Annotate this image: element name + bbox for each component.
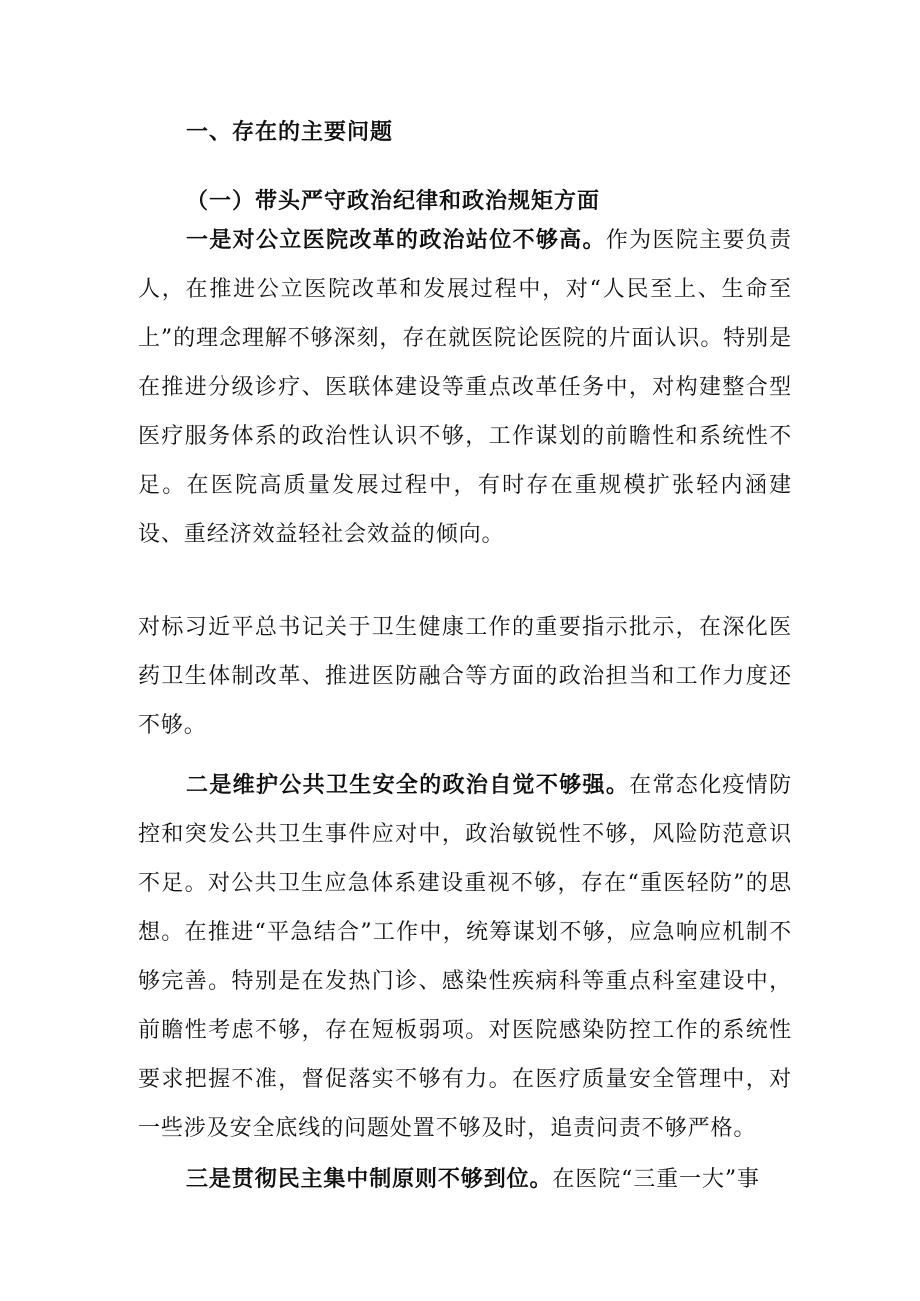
- paragraph-3-body: 在常态化疫情防控和突发公共卫生事件应对中，政治敏锐性不够，风险防范意识不足。对公共卫生应急体系建设重视不够，存在“重医轻防”的思想。在推进“平急结合”工作中，统筹谋划不够，应急响应机制不够完善。特别是在发热门诊、感染性疾病科等重点科室建设中，前瞻性考虑不够，存在短板弱项。对医院感染防控工作的系统性要求把握不准，督促落实不够有力。在医疗质量安全管理中，对一些涉及安全底线的问题处置不够及时，追责问责不够严格。: [138, 773, 792, 1141]
- paragraph-4-lead: 三是贯彻民主集中制原则不够到位。: [186, 1166, 553, 1192]
- paragraph-3: [138, 761, 792, 1153]
- paragraph-2-body: 对标习近平总书记关于卫生健康工作的重要指示批示，在深化医药卫生体制改革、推进医防融合等方面的政治担当和工作力度还不够。: [138, 615, 792, 738]
- paragraph-4-body: 在医院“三重一大”事: [552, 1167, 760, 1192]
- subsection-heading: （一）带头严守政治纪律和政治规矩方面: [186, 188, 601, 214]
- paragraph-4: [138, 1155, 792, 1204]
- paragraph-1-body: 作为医院主要负责人，在推进公立医院改革和发展过程中，对“人民至上、生命至上”的理念理解不够深刻，存在就医院论医院的片面认识。特别是在推进分级诊疗、医联体建设等重点改革任务中，对构建整合型医疗服务体系的政治性认识不够，工作谋划的前瞻性和系统性不足。在医院高质量发展过程中，有时存在重规模扩张轻内涵建设、重经济效益轻社会效益的倾向。: [138, 228, 793, 547]
- paragraph-3-lead: 二是维护公共卫生安全的政治自觉不够强。: [186, 772, 630, 798]
- section-heading: 一、存在的主要问题: [186, 119, 394, 145]
- paragraph-1: [138, 216, 792, 559]
- paragraph-2: [138, 603, 792, 750]
- paragraph-1-lead: 一是对公立医院改革的政治站位不够高。: [186, 227, 606, 253]
